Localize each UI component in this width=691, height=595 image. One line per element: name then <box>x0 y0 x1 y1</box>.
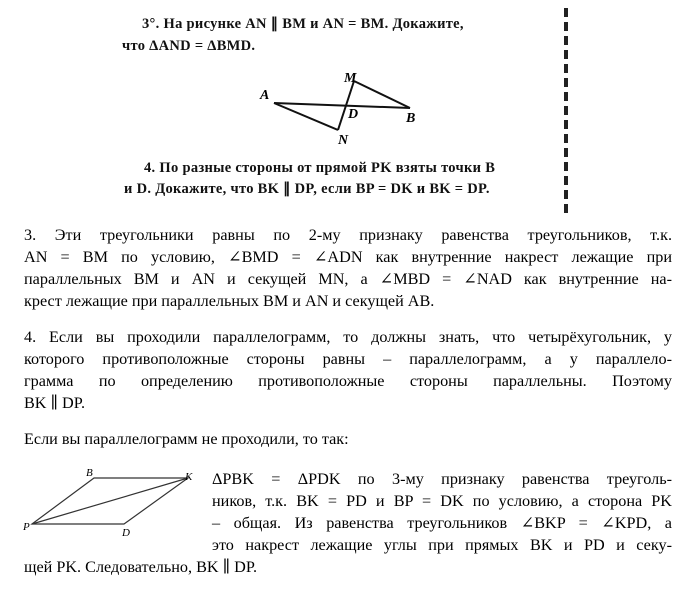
solution-3-line: параллельных BM и AN и секущей MN, а ∠MBD = ∠NAD как внутренние на- <box>24 270 672 288</box>
task-4-line-1: 4. По разные стороны от прямой PK взяты точки B <box>144 160 496 176</box>
label-p: P <box>23 521 30 533</box>
label-b: B <box>86 467 93 479</box>
solution-triangles-line: ников, т.к. BK = PD и BP = DK по условию, а сторона PK <box>212 492 672 510</box>
task-3-line-2: что ΔAND = ΔBMD. <box>122 38 256 54</box>
solution-3-line: 3. Эти треугольники равны по 2-му признаку равенства треугольников, т.к. <box>24 226 672 244</box>
solution-4-line: которого противоположные стороны равны – параллелограмм, а у параллело- <box>24 350 672 368</box>
solution-triangles-line: это накрест лежащие углы при прямых BK и PD и секу- <box>212 536 672 554</box>
solution-4 <box>24 326 672 414</box>
solution-4-line: грамма по определению противоположные стороны параллельны. Поэтому <box>24 372 672 390</box>
label-d: D <box>348 107 359 122</box>
label-a: A <box>260 88 270 103</box>
figure-anbm <box>260 70 460 150</box>
dashed-page-edge <box>564 8 568 214</box>
segment-mb <box>354 81 410 108</box>
label-b: B <box>406 111 416 126</box>
solution-3-line: крест лежащие при параллельных BM и AN и секущей AB. <box>24 292 435 310</box>
textbook-scan <box>122 8 572 214</box>
alternative-intro <box>24 428 672 450</box>
solution-3-line: AN = BM по условию, ∠BMD = ∠ADN как внутренние накрест лежащие при <box>24 248 672 266</box>
solution-triangles <box>212 468 672 556</box>
alternative-intro-text: Если вы параллелограмм не проходили, то так: <box>24 430 349 448</box>
solution-4-line: BK ∥ DP. <box>24 394 86 412</box>
solution-triangles-line: – общая. Из равенства треугольников ∠BKP = ∠KPD, а <box>212 514 672 532</box>
task-4-line-2: и D. Докажите, что BK ∥ DP, если BP = DK и BK = DP. <box>124 181 490 197</box>
label-n: N <box>338 133 349 148</box>
task-3-line-1: 3°. На рисунке AN ∥ BM и AN = BM. Докажите, <box>142 16 464 32</box>
segment-an <box>274 103 338 130</box>
segment-ab <box>274 103 410 108</box>
solution-4-line: 4. Если вы проходили параллелограмм, то должны знать, что четырёхугольник, у <box>24 328 672 346</box>
solution-triangles-line: щей PK. Следовательно, BK ∥ DP. <box>24 558 258 576</box>
figure-pbkd <box>22 468 202 538</box>
solution-3 <box>24 224 672 312</box>
diagonal-pk <box>32 478 188 524</box>
solution-triangles-end <box>24 556 672 578</box>
label-m: M <box>344 71 357 86</box>
solution-triangles-line: ΔPBK = ΔPDK по 3-му признаку равенства треуголь- <box>212 470 672 488</box>
label-d: D <box>122 527 130 539</box>
label-k: K <box>185 471 193 483</box>
